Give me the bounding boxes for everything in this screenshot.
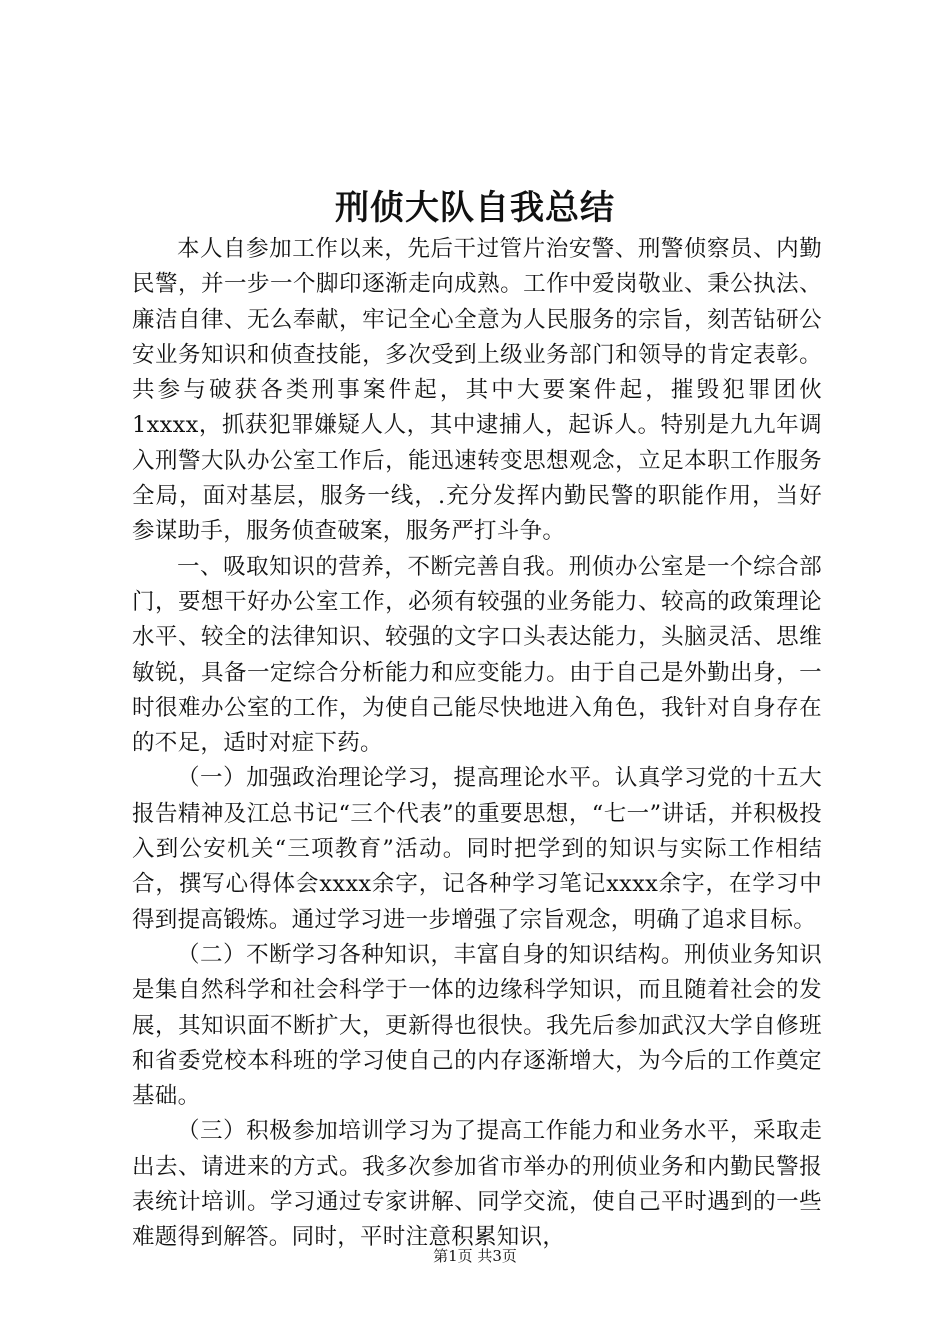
document-title: 刑侦大队自我总结: [335, 188, 615, 228]
paragraph-1: 本人自参加工作以来，先后干过管片治安警、刑警侦察员、内勤民警，并一步一个脚印逐渐走向成熟。工作中爱岗敬业、秉公执法、廉洁自律、无么奉献，牢记全心全意为人民服务的宗旨，刻苦钻研公安业务知识和侦查技能，多次受到上级业务部门和领导的肯定表彰。共参与破获各类刑事案件起，其中大要案件起，摧毁犯罪团伙1xxxx，抓获犯罪嫌疑人人，其中逮捕人，起诉人。特别是九九年调入刑警大队办公室工作后，能迅速转变思想观念，立足本职工作服务全局，面对基层，服务一线，.充分发挥内勤民警的职能作用，当好参谋助手，服务侦查破案，服务严打斗争。: [132, 236, 822, 545]
page-number-footer: 第1页 共3页: [433, 1247, 517, 1265]
paragraph-2: 一、吸取知识的营养，不断完善自我。刑侦办公室是一个综合部门，要想干好办公室工作，必须有较强的业务能力、较高的政策理论水平、较全的法律知识、较强的文字口头表达能力，头脑灵活、思维敏锐，具备一定综合分析能力和应变能力。由于自己是外勤出身，一时很难办公室的工作，为使自己能尽快地进入角色，我针对自身存在的不足，适时对症下药。: [132, 553, 822, 757]
paragraph-3: （一）加强政治理论学习，提高理论水平。认真学习党的十五大报告精神及江总书记“三个代表”的重要思想，“七一”讲话，并积极投入到公安机关“三项教育”活动。同时把学到的知识与实际工作相结合，撰写心得体会xxxx余字，记各种学习笔记xxxx余字，在学习中得到提高锻炼。通过学习进一步增强了宗旨观念，明确了追求目标。: [132, 765, 822, 933]
paragraph-5: （三）积极参加培训学习为了提高工作能力和业务水平，采取走出去、请进来的方式。我多次参加省市举办的刑侦业务和内勤民警报表统计培训。学习通过专家讲解、同学交流，使自己平时遇到的一些难题得到解答。同时，平时注意积累知识，: [132, 1118, 822, 1251]
paragraph-4: （二）不断学习各种知识，丰富自身的知识结构。刑侦业务知识是集自然科学和社会科学于一体的边缘科学知识，而且随着社会的发展，其知识面不断扩大，更新得也很快。我先后参加武汉大学自修班和省委党校本科班的学习使自己的内存逐渐增大，为今后的工作奠定基础。: [132, 941, 822, 1110]
document-body: [132, 232, 822, 1256]
